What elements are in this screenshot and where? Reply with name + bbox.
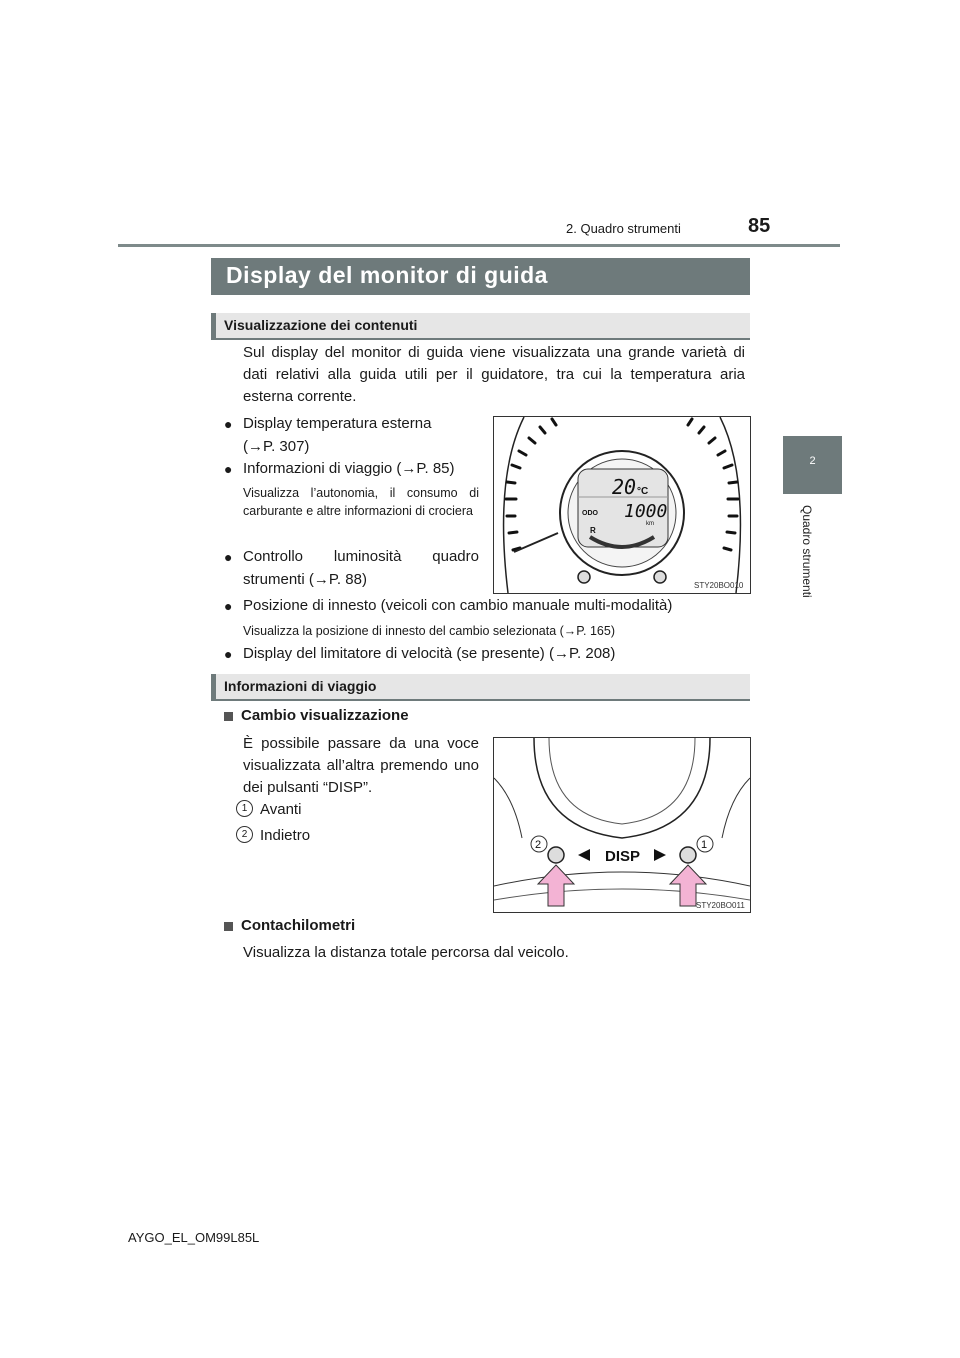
square-bullet-icon: [224, 712, 233, 721]
bullet-text-ref: strumenti (→P. 88): [243, 571, 367, 588]
callout-number-2: 2: [236, 826, 253, 843]
bullet-trip-note: Visualizza l’autonomia, il consumo di carburante e altre informazioni di crociera: [243, 486, 479, 518]
svg-text:R: R: [590, 526, 596, 535]
header-rule: [118, 244, 840, 247]
bullet-gear-position: [224, 595, 749, 618]
instrument-cluster-illustration: [494, 417, 750, 593]
side-chapter-title: Quadro strumenti: [800, 505, 814, 598]
disp-buttons-illustration: [494, 738, 750, 912]
bullet-outside-temp: [224, 413, 479, 458]
sub-heading-odometer: Contachilometri: [224, 917, 355, 934]
page-number: 85: [748, 215, 771, 237]
bullet-text: Display del limitatore di velocità (se presente) (→P. 208): [243, 645, 616, 662]
bullet-brightness: [224, 546, 479, 591]
bullet-text: Display temperatura esterna: [243, 415, 432, 432]
bullet-trip-info: [224, 458, 479, 481]
bullet-gear-note: Visualizza la posizione di innesto del cambio selezionata (→P. 165): [243, 624, 615, 638]
svg-text:1000: 1000: [624, 501, 668, 522]
figure-code: STY20BO010: [694, 581, 744, 590]
figure-code: STY20BO011: [696, 901, 745, 910]
section2-title: Informazioni di viaggio: [224, 678, 377, 694]
bullet-icon: ●: [224, 461, 233, 477]
square-bullet-icon: [224, 922, 233, 931]
side-chapter-number: 2: [809, 455, 816, 467]
svg-text:km: km: [646, 521, 654, 527]
bullet-text: Informazioni di viaggio (→P. 85): [243, 460, 455, 477]
svg-text:ODO: ODO: [582, 510, 598, 517]
svg-text:°C: °C: [637, 486, 649, 497]
odometer-text: Visualizza la distanza totale percorsa dal veicolo.: [243, 944, 569, 961]
bullet-icon: ●: [224, 598, 233, 614]
bullet-icon: ●: [224, 416, 233, 432]
figure-disp-buttons: [493, 737, 751, 913]
svg-text:2: 2: [535, 839, 542, 851]
bullet-speed-limiter: [224, 643, 749, 666]
bullet-text: Controllo luminosità quadro: [243, 548, 479, 565]
page-title: Display del monitor di guida: [226, 262, 548, 288]
svg-text:DISP: DISP: [605, 848, 641, 865]
bullet-icon: ●: [224, 549, 233, 565]
svg-text:1: 1: [701, 839, 708, 851]
callout-number-1: 1: [236, 800, 253, 817]
callout-label-forward: Avanti: [260, 801, 302, 818]
bullet-text-ref: (→P. 307): [243, 438, 310, 455]
footer-document-code: AYGO_EL_OM99L85L: [128, 1230, 260, 1245]
header-section-label: 2. Quadro strumenti: [566, 221, 681, 236]
bullet-text: Posizione di innesto (veicoli con cambio manuale multi-modalità): [243, 597, 673, 614]
sub-heading-display-change: Cambio visualizzazione: [224, 707, 409, 724]
section1-intro: Sul display del monitor di guida viene visualizzata una grande varietà di dati relativi alla guida utili per il guidatore, tra cui la temperatura aria esterna corrente.: [243, 344, 745, 405]
figure-instrument-cluster: [493, 416, 751, 594]
display-change-text: È possibile passare da una voce visualizzata all’altra premendo uno dei pulsanti “DISP”.: [243, 735, 479, 796]
bullet-icon: ●: [224, 646, 233, 662]
section1-title: Visualizzazione dei contenuti: [224, 317, 418, 333]
svg-text:20: 20: [612, 475, 637, 499]
callout-label-back: Indietro: [260, 827, 311, 844]
